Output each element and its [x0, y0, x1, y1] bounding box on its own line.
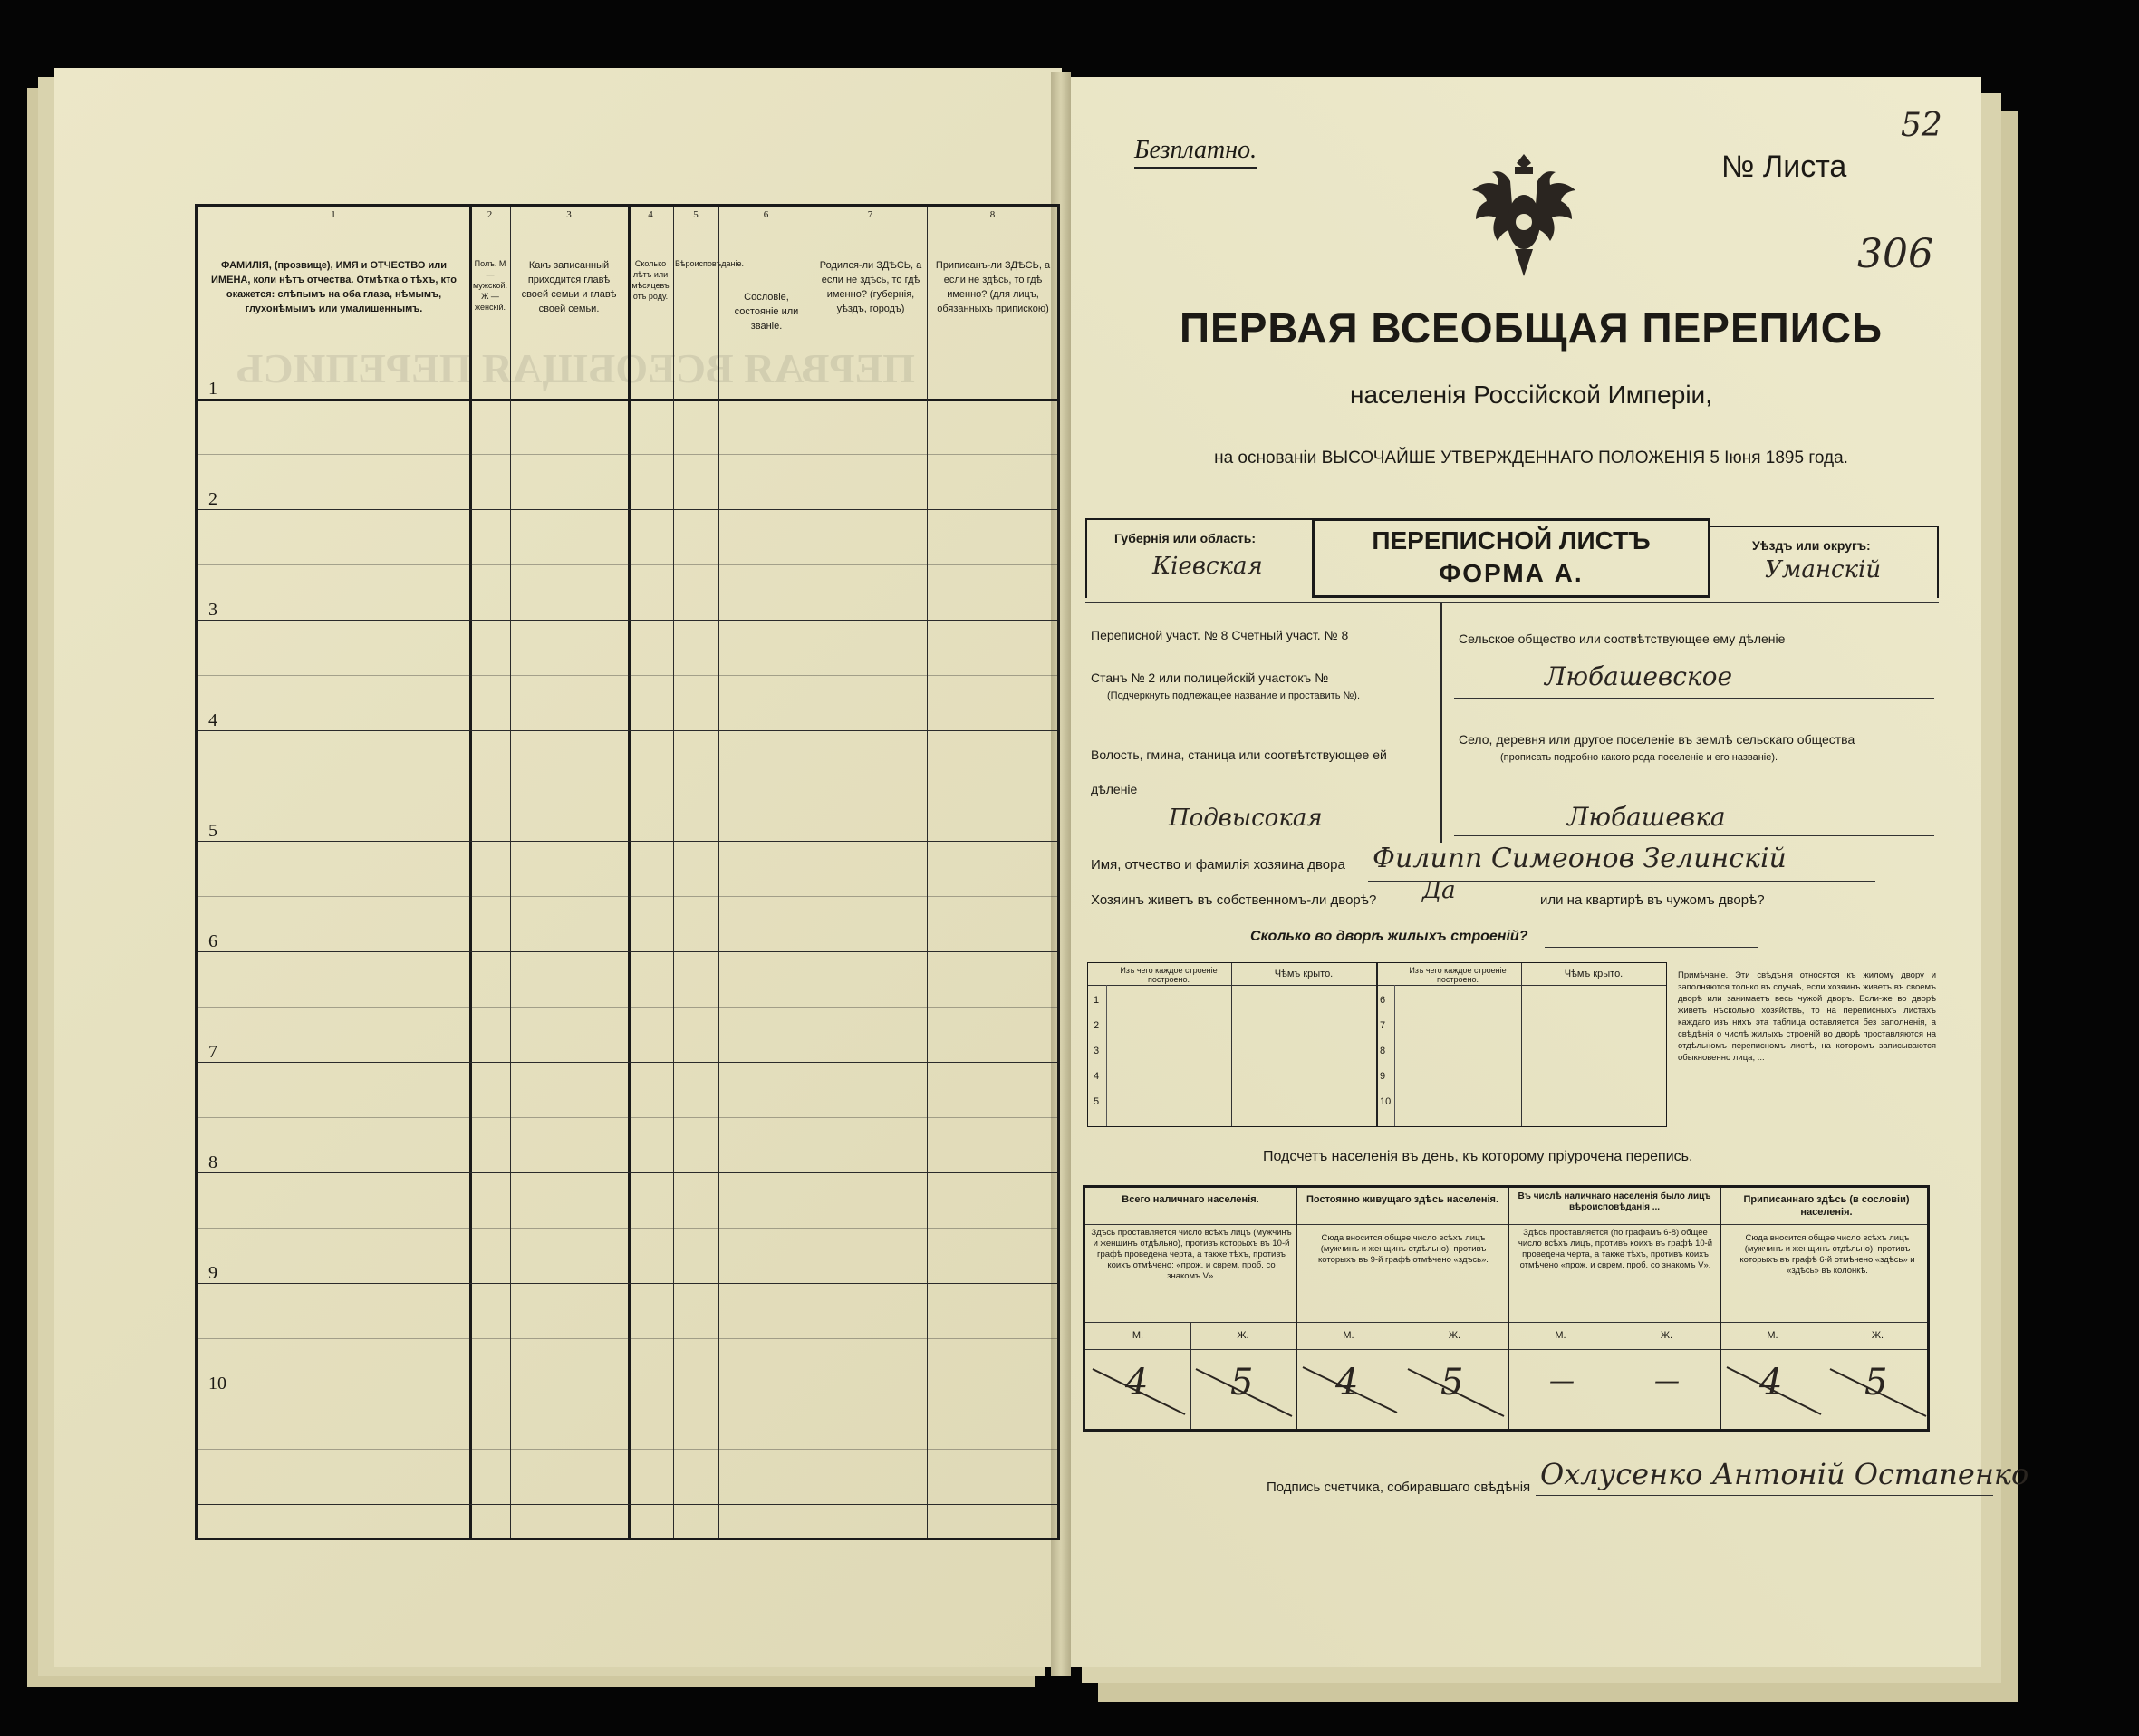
f-label: Ж.: [1871, 1330, 1884, 1341]
count-value: —: [1654, 1365, 1680, 1395]
page-subtitle: населенія Россійской Имперіи,: [1350, 381, 1712, 409]
form-title: ФОРМА А.: [1439, 559, 1584, 587]
gubernia-label: Губернія или область:: [1114, 531, 1257, 545]
uezd-box: [1710, 526, 1939, 598]
count-value: 5: [1230, 1362, 1254, 1403]
colnum: 3: [566, 209, 572, 220]
colhead-name: ФАМИЛІЯ, (прозвище), ИМЯ и ОТЧЕСТВО или ИМЕНА, коли нѣтъ отчества. Отмѣтка о тѣхъ, кто окажется: слѣпымъ на оба глаза, нѣмымъ, глухонѣмымъ или умалишеннымъ.: [211, 260, 457, 314]
colhead-sex: Полъ. М — мужской. Ж — женскій.: [473, 259, 507, 312]
village-note: (прописать подробно какого рода поселеніе и его названіе).: [1500, 752, 1778, 763]
row-label: 8: [1380, 1046, 1386, 1056]
colnum: 1: [331, 209, 336, 220]
colhead-relation: Какъ записанный приходится главѣ своей семьи и главѣ своей семьи.: [521, 260, 617, 314]
volost-label: Волость, гмина, станица или соотвѣтствующее ей дѣленіе: [1091, 747, 1387, 796]
colnum: 4: [648, 209, 653, 220]
f-label: Ж.: [1660, 1330, 1673, 1341]
signature-value: Охлусенко Антоній Остапенко: [1540, 1457, 2029, 1491]
society-label: Сельское общество или соотвѣтствующее ему дѣленіе: [1459, 632, 1786, 646]
f-label: Ж.: [1237, 1330, 1249, 1341]
buildings-col-material: Изъ чего каждое строеніе построено.: [1120, 966, 1218, 984]
colnum: 2: [487, 209, 493, 220]
colnum: 5: [693, 209, 699, 220]
f-label: Ж.: [1448, 1330, 1461, 1341]
row-number: 8: [208, 1153, 217, 1172]
row-label: 4: [1094, 1071, 1100, 1082]
field-divider: [1440, 603, 1442, 843]
sheet-number: 306: [1857, 231, 1933, 277]
colnum: 6: [763, 209, 769, 220]
row-number: 7: [208, 1042, 217, 1062]
page-title: ПЕРВАЯ ВСЕОБЩАЯ ПЕРЕПИСЬ: [1179, 304, 1884, 352]
count-desc: Сюда вносится общее число всѣхъ лицъ (мужчинъ и женщинъ отдѣльно), противъ которыхъ въ 9-й графѣ отмѣчено «здѣсь».: [1318, 1233, 1489, 1265]
count-header-registered: Приписаннаго здѣсь (в сословіи) населенія.: [1743, 1194, 1910, 1218]
row-number: 10: [208, 1374, 226, 1394]
colnum: 8: [989, 209, 996, 220]
stan-note: (Подчеркнуть подлежащее название и проставить №).: [1107, 690, 1361, 701]
row-number: 5: [208, 821, 217, 841]
m-label: М.: [1132, 1330, 1144, 1341]
free-label: Безплатно.: [1134, 136, 1257, 169]
count-value: 4: [1125, 1362, 1149, 1403]
tally-strokes: [1085, 1351, 1930, 1429]
row-label: 9: [1380, 1071, 1386, 1082]
count-title: Подсчетъ населенія въ день, къ которому пріурочена перепись.: [1263, 1149, 1693, 1164]
row-number: 9: [208, 1263, 217, 1283]
buildings-label: Сколько во дворѣ жилыхъ строеній?: [1250, 929, 1528, 944]
owner-lives-label: Хозяинъ живетъ въ собственномъ-ли дворѣ?: [1091, 892, 1377, 908]
count-value: 5: [1864, 1362, 1888, 1403]
bleed-through: ПЕРВАЯ ВСЕОБЩАЯ ПЕРЕПИСЬ: [236, 345, 915, 391]
signature-label: Подпись счетчика, собиравшаго свѣдѣнія: [1267, 1480, 1531, 1495]
m-label: М.: [1767, 1330, 1778, 1341]
owner-lives-value: Да: [1422, 877, 1456, 904]
buildings-col-roof: Чѣмъ крыто.: [1564, 969, 1624, 979]
colnum: 7: [867, 209, 873, 220]
census-district-label: Переписной участ. № 8 Счетный участ. № 8: [1091, 628, 1349, 642]
volost-value: Подвысокая: [1169, 805, 1323, 832]
band-line: [1085, 602, 1939, 603]
count-header-present: Всего наличнаго населенія.: [1122, 1194, 1259, 1205]
row-number: 4: [208, 710, 217, 730]
row-number: 1: [208, 379, 217, 399]
owner-label: Имя, отчество и фамилія хозяина двора: [1091, 857, 1345, 873]
page-basis: на основаніи ВЫСОЧАЙШЕ УТВЕРЖДЕННАГО ПОЛОЖЕНІЯ 5 Іюня 1895 года.: [1214, 448, 1848, 468]
uezd-value: Уманскій: [1765, 556, 1882, 583]
sheet-label: № Листа: [1721, 149, 1847, 184]
count-desc: Здѣсь проставляется (по графамъ 6-8) общее число всѣхъ лицъ, противъ коихъ въ графѣ 10-й проведена черта, а также тѣхъ, противъ коихъ отмѣчено «прож. и сврем. проб. со знакомъ V».: [1518, 1228, 1713, 1270]
row-label: 7: [1380, 1020, 1386, 1031]
row-number: 2: [208, 489, 217, 509]
list-title: ПЕРЕПИСНОЙ ЛИСТЪ: [1372, 526, 1651, 555]
count-desc: Сюда вносится общее число всѣхъ лицъ (мужчинъ и женщинъ отдѣльно), противъ которыхъ въ графѣ 6-й отмѣчено «здѣсь» и «здѣсь» въ колонкѣ.: [1739, 1233, 1915, 1276]
m-label: М.: [1343, 1330, 1354, 1341]
stan-label: Станъ № 2 или полицейскій участокъ №: [1091, 670, 1329, 685]
count-header-resident: Постоянно живущаго здѣсь населенія.: [1306, 1194, 1499, 1205]
count-header-religion: Въ числѣ наличнаго населенія было лицъ вѣроисповѣданія ...: [1518, 1191, 1711, 1212]
colhead-birthplace: Родился-ли ЗДѢСЬ, а если не здѣсь, то гдѣ именно? (губернія, уѣздъ, городъ): [819, 260, 922, 314]
gubernia-value: Кіевская: [1152, 553, 1263, 580]
society-value: Любашевское: [1545, 661, 1733, 691]
gubernia-box: [1085, 518, 1314, 598]
row-label: 2: [1094, 1020, 1100, 1031]
m-label: М.: [1555, 1330, 1566, 1341]
buildings-col-roof: Чѣмъ крыто.: [1274, 969, 1334, 979]
count-value: 4: [1335, 1362, 1359, 1403]
buildings-col-material: Изъ чего каждое строеніе построено.: [1409, 966, 1507, 984]
row-label: 10: [1380, 1096, 1392, 1107]
colhead-age: Сколько лѣтъ или мѣсяцевъ отъ роду.: [631, 259, 670, 301]
colhead-estate: Сословіе, состояніе или званіе.: [734, 292, 799, 332]
buildings-table: [1087, 962, 1667, 1127]
row-label: 1: [1094, 995, 1100, 1006]
row-label: 6: [1380, 995, 1386, 1006]
form-title-box: [1312, 518, 1710, 598]
count-desc: Здѣсь проставляется число всѣхъ лицъ (мужчинъ и женщинъ отдѣльно), противъ которыхъ въ 10-й графѣ проведена черта, а также тѣхъ, противъ коихъ отмѣчено: «прож. и сврем. проб. со знакомъ V».: [1091, 1228, 1292, 1281]
owner-value: Филипп Симеонов Зелинскій: [1373, 843, 1787, 874]
owner-lives-alt: или на квартирѣ въ чужомъ дворѣ?: [1540, 892, 1765, 908]
note-text: Примѣчаніе. Эти свѣдѣнія относятся къ жилому двору и заполняются только въ случаѣ, если хозяинъ живетъ въ своемъ дворѣ или занимаетъ весь чужой дворъ. Если-же во дворѣ живетъ нѣсколько хозяйствъ, то на переписныхъ листахъ каждаго изъ нихъ эта таблица оставляется без заполненія, а свѣдѣнія о числѣ жилыхъ строеній во дворѣ проставляются на отдѣльномъ переписномъ листѣ, на которомъ записываются обыкновенно лица, ...: [1678, 970, 1936, 1063]
count-value: —: [1549, 1365, 1575, 1395]
population-count-table: [1083, 1185, 1930, 1432]
village-label: Село, деревня или другое поселеніе въ землѣ сельскаго общества: [1459, 732, 1855, 747]
count-value: 5: [1440, 1362, 1464, 1403]
row-number: 3: [208, 600, 217, 620]
uezd-label: Уѣздъ или округъ:: [1752, 538, 1871, 553]
count-value: 4: [1759, 1362, 1783, 1403]
row-label: 5: [1094, 1096, 1100, 1107]
row-label: 3: [1094, 1046, 1100, 1056]
sheet-number-top: 52: [1901, 107, 1942, 144]
colhead-registered: Приписанъ-ли ЗДѢСЬ, а если не здѣсь, то гдѣ именно? (для лицъ, обязанныхъ припискою): [935, 260, 1051, 314]
imperial-eagle-icon: [1460, 145, 1587, 290]
row-number: 6: [208, 931, 217, 951]
village-value: Любашевка: [1567, 802, 1726, 832]
household-ledger-table: [195, 204, 1060, 1540]
colhead-religion: Вѣроисповѣданіе.: [675, 259, 744, 268]
